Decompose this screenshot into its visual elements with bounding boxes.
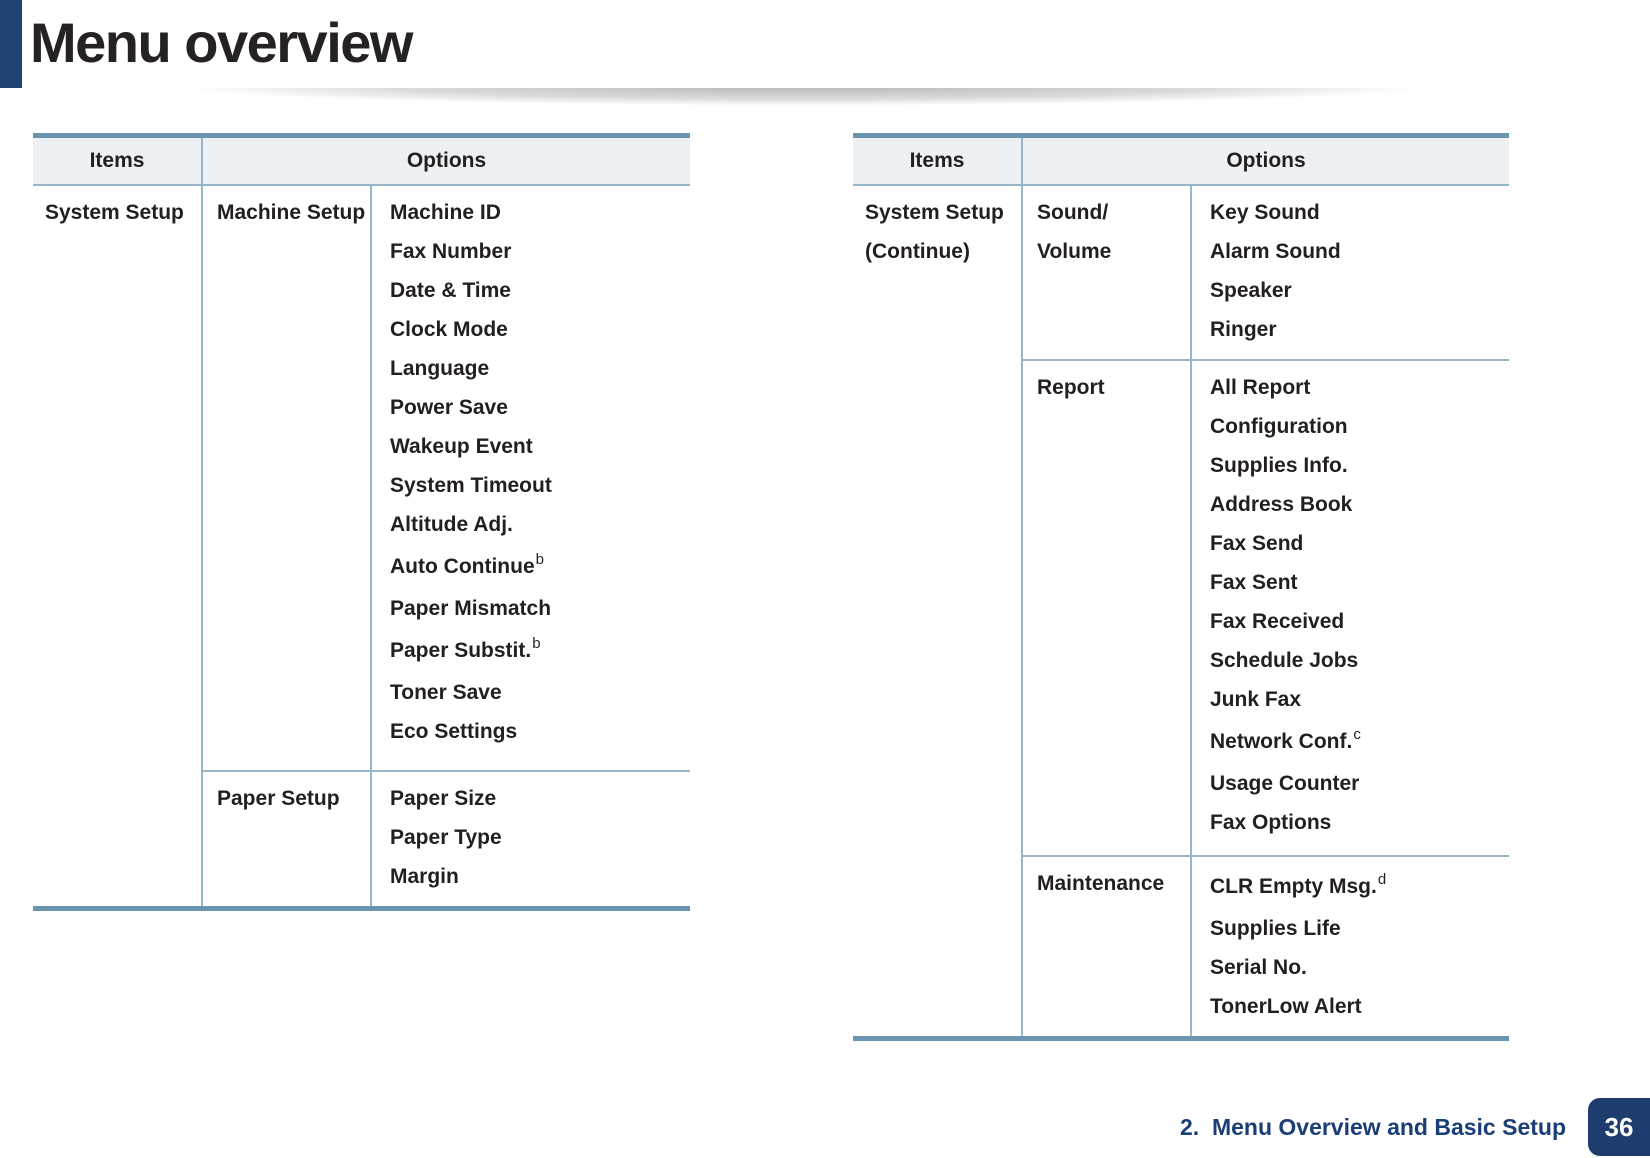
option-text: Date & Time xyxy=(390,279,511,302)
option-item xyxy=(390,779,690,818)
option-item xyxy=(1210,722,1509,761)
table-row xyxy=(203,770,690,906)
options-cell xyxy=(372,772,690,906)
group-label-cell xyxy=(203,186,372,770)
option-text: Usage Counter xyxy=(1210,772,1360,795)
option-item xyxy=(1210,193,1509,232)
group-label: Paper Setup xyxy=(217,787,340,810)
option-text: Supplies Life xyxy=(1210,917,1341,940)
option-item xyxy=(390,466,690,505)
option-text: Eco Settings xyxy=(390,720,518,743)
group-label-cell xyxy=(1023,186,1192,359)
option-text: Fax Sent xyxy=(1210,571,1298,594)
option-text: Paper Type xyxy=(390,826,502,849)
option-text: System Timeout xyxy=(390,474,552,497)
option-footnote-marker: c xyxy=(1353,726,1361,743)
option-text: Address Book xyxy=(1210,493,1353,516)
option-text: Configuration xyxy=(1210,415,1348,438)
option-item xyxy=(1210,680,1509,719)
option-footnote-marker: b xyxy=(535,551,544,568)
option-item xyxy=(1210,803,1509,842)
items-cell xyxy=(33,186,203,906)
items-cell xyxy=(853,186,1023,1036)
footer-section-label: 2. Menu Overview and Basic Setup xyxy=(1179,1113,1566,1140)
option-text: Fax Options xyxy=(1210,811,1332,834)
option-footnote-marker: b xyxy=(532,635,541,652)
option-text: Key Sound xyxy=(1210,201,1320,224)
option-item xyxy=(1210,909,1509,948)
table-header-row xyxy=(33,138,690,186)
title-accent-bar xyxy=(0,0,22,88)
option-text: Serial No. xyxy=(1210,956,1307,979)
options-cell xyxy=(1192,361,1509,855)
option-item xyxy=(1210,485,1509,524)
option-item xyxy=(1210,641,1509,680)
option-text: Language xyxy=(390,357,490,380)
table-body xyxy=(33,186,690,906)
option-text: Schedule Jobs xyxy=(1210,649,1359,672)
option-item xyxy=(390,857,690,896)
option-item xyxy=(390,349,690,388)
option-item xyxy=(1210,368,1509,407)
option-item xyxy=(390,589,690,628)
group-label: Report xyxy=(1037,376,1105,399)
option-text: Machine ID xyxy=(390,201,501,224)
option-text: Toner Save xyxy=(390,681,502,704)
option-footnote-marker: d xyxy=(1377,871,1387,888)
option-item xyxy=(390,818,690,857)
option-text: Paper Substit. xyxy=(390,639,532,662)
option-item xyxy=(390,232,690,271)
option-item xyxy=(1210,602,1509,641)
group-label: Sound/ xyxy=(1037,201,1109,224)
page-title: Menu overview xyxy=(30,11,412,74)
option-text: Ringer xyxy=(1210,318,1277,341)
group-label: Machine Setup xyxy=(217,201,366,224)
option-text: Fax Number xyxy=(390,240,512,263)
table-row xyxy=(1023,359,1509,855)
column-header-options: Options xyxy=(406,149,487,172)
option-text: Wakeup Event xyxy=(390,435,533,458)
option-item xyxy=(1210,867,1509,906)
option-text: Alarm Sound xyxy=(1210,240,1341,263)
options-cell xyxy=(1192,857,1509,1036)
group-label-cell xyxy=(1023,857,1192,1036)
option-text: Clock Mode xyxy=(390,318,508,341)
option-item xyxy=(1210,764,1509,803)
option-text: Supplies Info. xyxy=(1210,454,1348,477)
option-text: Auto Continue xyxy=(390,555,535,578)
group-label-cell xyxy=(1023,361,1192,855)
option-item xyxy=(390,193,690,232)
option-text: Network Conf. xyxy=(1210,730,1353,753)
option-text: Paper Size xyxy=(390,787,497,810)
option-text: Junk Fax xyxy=(1210,688,1302,711)
menu-table-left xyxy=(33,133,690,911)
option-item xyxy=(1210,232,1509,271)
column-header-items: Items xyxy=(33,138,203,184)
option-groups xyxy=(203,186,690,906)
table-row xyxy=(1023,186,1509,359)
item-label: (Continue) xyxy=(865,240,970,263)
option-item xyxy=(1210,407,1509,446)
option-item xyxy=(390,505,690,544)
table-body xyxy=(853,186,1509,1036)
option-groups xyxy=(1023,186,1509,1036)
option-item xyxy=(390,712,690,751)
option-item xyxy=(390,547,690,586)
option-item xyxy=(390,427,690,466)
option-text: Altitude Adj. xyxy=(390,513,513,536)
column-header-options: Options xyxy=(1226,149,1306,172)
options-cell xyxy=(1192,186,1509,359)
group-label: Maintenance xyxy=(1037,872,1165,895)
option-item xyxy=(1210,563,1509,602)
group-label-cell xyxy=(203,772,372,906)
option-text: Paper Mismatch xyxy=(390,597,552,620)
item-label: System Setup xyxy=(45,201,184,224)
options-cell xyxy=(372,186,690,770)
option-item xyxy=(390,631,690,670)
option-text: Fax Send xyxy=(1210,532,1304,555)
option-item xyxy=(390,388,690,427)
option-text: Fax Received xyxy=(1210,610,1345,633)
option-text: TonerLow Alert xyxy=(1210,995,1362,1018)
page-number-badge xyxy=(1588,1098,1650,1156)
option-text: Power Save xyxy=(390,396,508,419)
page-number: 36 xyxy=(1604,1111,1634,1142)
option-item xyxy=(1210,271,1509,310)
option-item xyxy=(390,673,690,712)
group-label: Volume xyxy=(1037,240,1112,263)
option-text: All Report xyxy=(1210,376,1311,399)
option-item xyxy=(1210,948,1509,987)
option-text: Speaker xyxy=(1210,279,1292,302)
table-row xyxy=(203,186,690,770)
option-item xyxy=(1210,446,1509,485)
item-label: System Setup xyxy=(865,201,1004,224)
column-header-items: Items xyxy=(853,138,1023,184)
option-item xyxy=(390,310,690,349)
option-item xyxy=(1210,524,1509,563)
option-item xyxy=(1210,310,1509,349)
page-footer xyxy=(1180,1098,1650,1156)
table-row xyxy=(1023,855,1509,1036)
option-text: CLR Empty Msg. xyxy=(1210,875,1377,898)
option-item xyxy=(390,271,690,310)
option-text: Margin xyxy=(390,865,459,888)
title-divider-shadow xyxy=(25,88,1580,112)
table-header-row xyxy=(853,138,1509,186)
menu-table-right xyxy=(853,133,1509,1041)
option-item xyxy=(1210,987,1509,1026)
